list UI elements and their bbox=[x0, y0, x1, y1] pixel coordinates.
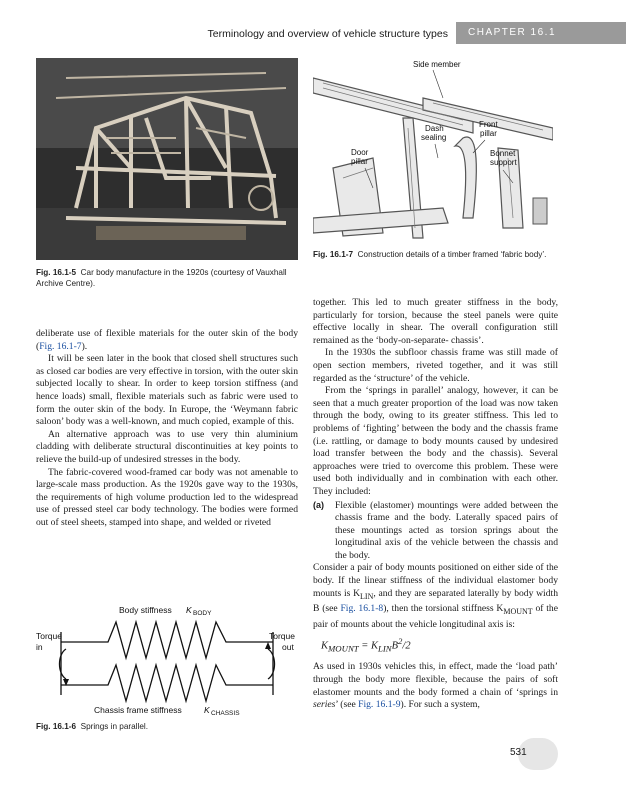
page-number: 531 bbox=[510, 747, 527, 758]
list-item bbox=[313, 499, 558, 563]
label-side-member: Side member bbox=[413, 60, 461, 69]
emphasis: series bbox=[313, 699, 336, 711]
text-run: of the pair of mounts about the vehicle longitudinal axis is: bbox=[313, 603, 558, 630]
figure-springs-in-parallel bbox=[36, 600, 298, 718]
list-label: (a) bbox=[313, 499, 324, 510]
paragraph bbox=[36, 328, 298, 353]
caption-text: Springs in parallel. bbox=[80, 722, 148, 731]
text-run: Consider a pair of body mounts positioned on either side of the body. If the linear stiffness of the individual elastomer body mounts is K bbox=[313, 562, 558, 599]
caption-number: Fig. 16.1-6 bbox=[36, 722, 77, 731]
subscript: LIN bbox=[360, 591, 374, 601]
label-chassis-stiffness: Chassis frame stiffness bbox=[94, 705, 182, 715]
label-k-body: K bbox=[186, 605, 192, 615]
running-header-title: Terminology and overview of vehicle structure types bbox=[207, 28, 448, 40]
paragraph bbox=[313, 661, 558, 711]
label-torque-in-2: in bbox=[36, 642, 43, 652]
text-run: ). bbox=[81, 340, 88, 352]
figure-link-16-1-8[interactable]: Fig. 16.1-8 bbox=[340, 603, 384, 615]
label-torque-out: Torque bbox=[269, 631, 295, 641]
label-door-pillar: Door bbox=[351, 148, 369, 157]
label-front-pillar: Front bbox=[479, 120, 498, 129]
label-dash-sealing: Dash bbox=[425, 124, 444, 133]
eq-sub: MOUNT bbox=[328, 643, 359, 654]
caption-fig-16-1-7 bbox=[313, 250, 553, 261]
list-text: Flexible (elastomer) mountings were added between the chassis frame and the body. Laterally spaced pairs of these mountings acted as torsion springs about the longitudinal axis of the vehicle between the chassis and the body. bbox=[335, 499, 558, 561]
chapter-tab: CHAPTER 16.1 bbox=[456, 22, 626, 44]
caption-number: Fig. 16.1-5 bbox=[36, 268, 77, 277]
figure-timber-frame-drawing bbox=[313, 58, 553, 243]
eq-sub: LIN bbox=[378, 643, 392, 654]
timber-frame-illustration bbox=[313, 58, 553, 243]
figure-car-body-photo bbox=[36, 58, 298, 260]
text-run: deliberate use of flexible materials for the outer skin of the body ( bbox=[36, 328, 298, 352]
paragraph: It will be seen later in the book that closed shell structures such as closed car bodies are very effective in torsion, with the outer skin subjected locally to shear. In order to keep torsion stiffness (and hence loads) small, flexible materials such as fabric were used to form the outer skin of the body. In Europe, the ‘Weymann fabric saloon’ body was a well-known, and much copied, example of this. bbox=[36, 353, 298, 428]
paragraph: The fabric-covered wood-framed car body was not amenable to large-scale mass production. As the 1920s gave way to the 1930s, the requirements of high volume production led to the widespread use of pressed steel car body technology. The bodies were formed out of steel sheets, stamped into shape, and welded or riveted bbox=[36, 466, 298, 528]
text-run: As used in 1930s vehicles this, in effect, made the ‘load path’ through the body more flexible, because the pairs of soft elastomer mounts and the body formed a chain of ‘springs in bbox=[313, 661, 558, 698]
text-run: ’ (see bbox=[335, 699, 359, 711]
eq-part: /2 bbox=[402, 640, 411, 652]
label-dash-sealing-2: sealing bbox=[421, 133, 447, 142]
subscript: MOUNT bbox=[503, 607, 533, 617]
label-front-pillar-2: pillar bbox=[480, 129, 497, 138]
label-k-chassis: K bbox=[204, 705, 210, 715]
text-run: ), then the torsional stiffness K bbox=[383, 603, 504, 615]
caption-text: Car body manufacture in the 1920s (courtesy of Vauxhall Archive Centre). bbox=[36, 268, 287, 288]
equation-k-mount bbox=[313, 635, 558, 655]
car-body-photo-image bbox=[36, 58, 298, 260]
paragraph: From the ‘springs in parallel’ analogy, however, it can be seen that a much greater proportion of the load was now taken through the body, owing to its greater stiffness. This led to problems of ‘fighting’ between the body and the chassis frame (i.e. rattling, or damage to body mounts caused by undesired load transfer between the body and the chassis). Several approaches were tried to overcome this problem. These were used both individually and in combination with each other. They included: bbox=[313, 385, 558, 497]
caption-fig-16-1-6 bbox=[36, 722, 298, 733]
label-torque-in: Torque bbox=[36, 631, 62, 641]
caption-text: Construction details of a timber framed ‘fabric body’. bbox=[357, 250, 547, 259]
paragraph: In the 1930s the subfloor chassis frame was still made of open section members, riveted together, and it was still regarded as the ‘structure’ of the vehicle. bbox=[313, 347, 558, 384]
label-k-chassis-sub: CHASSIS bbox=[211, 710, 240, 717]
caption-fig-16-1-5 bbox=[36, 268, 298, 289]
figure-link-16-1-7[interactable]: Fig. 16.1-7 bbox=[39, 340, 82, 352]
paragraph: together. This led to much greater stiffness in the body, particularly for torsion, because the steel panels were quite effective locally in shear. The overall configuration still remained as the ‘body-on-separate- chassis’. bbox=[313, 297, 558, 346]
label-torque-out-2: out bbox=[282, 642, 294, 652]
label-bonnet-support: Bonnet bbox=[490, 149, 516, 158]
eq-part: B bbox=[391, 640, 399, 652]
right-column-text bbox=[313, 297, 558, 712]
text-run: , and they are separated laterally by body width B (see bbox=[313, 587, 558, 615]
text-run: ). For such a system, bbox=[400, 699, 480, 711]
label-bonnet-support-2: support bbox=[490, 158, 517, 167]
caption-number: Fig. 16.1-7 bbox=[313, 250, 354, 259]
springs-diagram bbox=[36, 600, 298, 718]
eq-sup: 2 bbox=[398, 636, 403, 647]
left-column-text bbox=[36, 328, 298, 530]
figure-link-16-1-9[interactable]: Fig. 16.1-9 bbox=[358, 699, 401, 711]
label-k-body-sub: BODY bbox=[193, 610, 212, 617]
eq-part: = K bbox=[358, 640, 378, 652]
paragraph bbox=[313, 562, 558, 631]
label-body-stiffness: Body stiffness bbox=[119, 605, 172, 615]
eq-part: K bbox=[321, 640, 329, 652]
label-door-pillar-2: pillar bbox=[351, 157, 368, 166]
paragraph: An alternative approach was to use very thin aluminium cladding with deliberate structural discontinuities at key points to relieve the build-up of undesired stresses in the body. bbox=[36, 428, 298, 465]
